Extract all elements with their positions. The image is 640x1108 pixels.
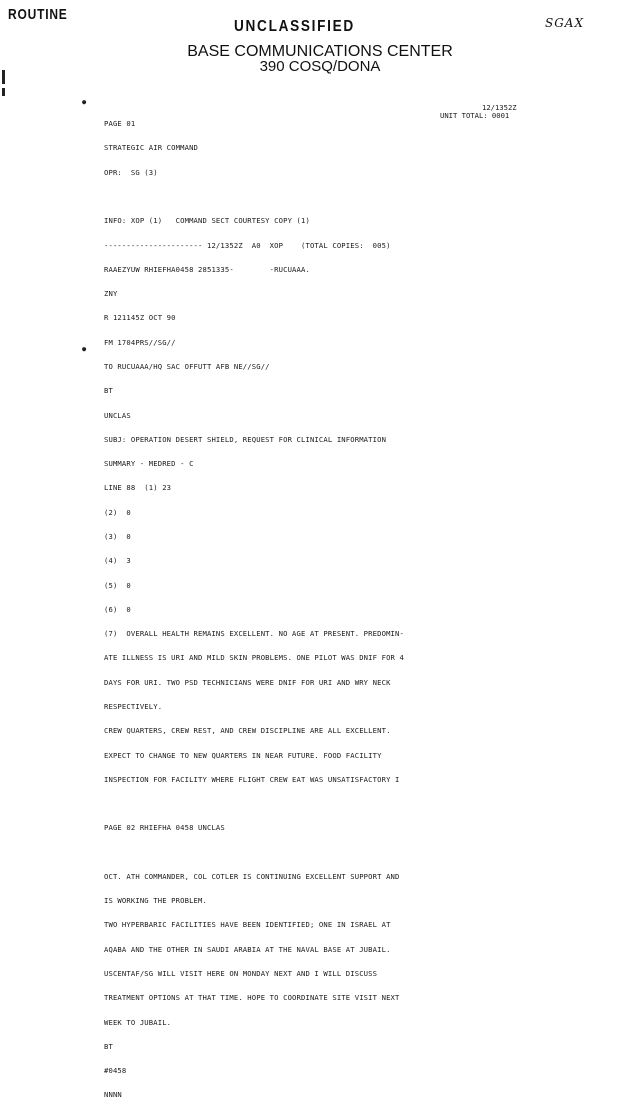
center-title: BASE COMMUNICATIONS CENTER — [187, 43, 453, 60]
line-item: (6) 0 — [104, 604, 131, 614]
routing-line: ---------------------- 12/1352Z A0 XOP (TOTAL COPIES: 005) — [104, 240, 391, 250]
originating-command: STRATEGIC AIR COMMAND — [104, 143, 199, 153]
fax-edge-mark — [2, 88, 5, 96]
summary-line: SUMMARY - MEDRED - C — [104, 459, 194, 469]
handwritten-annotation: SGAX — [544, 16, 584, 30]
center-subtitle: 390 COSQ/DONA — [259, 58, 381, 75]
body-line: (7) OVERALL HEALTH REMAINS EXCELLENT. NO AGE AT PRESENT. PREDOMIN- — [104, 629, 404, 639]
opr-line: OPR: SG (3) — [104, 167, 158, 177]
body-line: EXPECT TO CHANGE TO NEW QUARTERS IN NEAR FUTURE. FOOD FACILITY — [104, 750, 382, 760]
precedence-stamp: ROUTINE — [8, 6, 68, 23]
body-line: ATE ILLNESS IS URI AND MILD SKIN PROBLEMS. ONE PILOT WAS DNIF FOR 4 — [104, 653, 404, 663]
body2-line: USCENTAF/SG WILL VISIT HERE ON MONDAY NEXT AND I WILL DISCUSS — [104, 969, 378, 979]
line-item: (4) 3 — [104, 556, 131, 566]
classification-line: UNCLAS — [104, 410, 131, 420]
info-line: INFO: XOP (1) COMMAND SECT COURTESY COPY (1) — [104, 216, 310, 226]
body2-line: TWO HYPERBARIC FACILITIES HAVE BEEN IDENTIFIED; ONE IN ISRAEL AT — [104, 920, 391, 930]
body-line: CREW QUARTERS, CREW REST, AND CREW DISCIPLINE ARE ALL EXCELLENT. — [104, 726, 391, 736]
break-text: BT — [104, 386, 113, 396]
line-item: (3) 0 — [104, 531, 131, 541]
closing-line: #0458 — [104, 1066, 127, 1076]
body-line: INSPECTION FOR FACILITY WHERE FLIGHT CREW EAT WAS UNSATISFACTORY I — [104, 774, 400, 784]
line-item: (5) 0 — [104, 580, 131, 590]
page-marker-dot: ● — [82, 98, 87, 106]
body2-line: OCT. ATH COMMANDER, COL COTLER IS CONTINUING EXCELLENT SUPPORT AND — [104, 871, 400, 881]
body-line: DAYS FOR URI. TWO PSD TECHNICIANS WERE DNIF FOR URI AND WRY NECK — [104, 677, 391, 687]
date-time-group: R 121145Z OCT 90 — [104, 313, 176, 323]
spacer — [104, 800, 524, 808]
page-2-header: PAGE 02 RHIEFHA 0458 UNCLAS — [104, 823, 225, 833]
line-88: LINE 88 (1) 23 — [104, 483, 172, 493]
spacer — [104, 193, 524, 201]
classification-banner: UNCLASSIFIED — [234, 18, 355, 35]
page-number: PAGE 01 — [104, 119, 136, 129]
to-line: TO RUCUAAA/HQ SAC OFFUTT AFB NE//SG// — [104, 362, 270, 371]
body2-line: TREATMENT OPTIONS AT THAT TIME. HOPE TO COORDINATE SITE VISIT NEXT — [104, 993, 400, 1003]
subject-line: SUBJ: OPERATION DESERT SHIELD, REQUEST FOR CLINICAL INFORMATION — [104, 434, 387, 444]
closing-line: BT — [104, 1041, 113, 1051]
body-line: RESPECTIVELY. — [104, 701, 163, 711]
body2-line: AQABA AND THE OTHER IN SAUDI ARABIA AT THE NAVAL BASE AT JUBAIL. — [104, 944, 391, 954]
body2-line: IS WORKING THE PROBLEM. — [104, 896, 207, 906]
body2-line: WEEK TO JUBAIL. — [104, 1017, 172, 1027]
message-datetime: 12/1352Z — [482, 103, 517, 112]
closing-line: NNNN — [104, 1090, 122, 1100]
zny-line: ZNY — [104, 289, 118, 299]
spacer — [104, 849, 524, 857]
line-item: (2) 0 — [104, 507, 131, 517]
from-line: FM 1704PRS//SG// — [104, 337, 176, 347]
routing-indicator: RAAEZYUW RHIEFHA0458 2851335- -RUCUAAA. — [104, 264, 310, 274]
unit-total: UNIT TOTAL: 0001 — [440, 111, 510, 120]
page-marker-dot: ● — [82, 345, 87, 353]
message-body — [104, 104, 524, 1108]
